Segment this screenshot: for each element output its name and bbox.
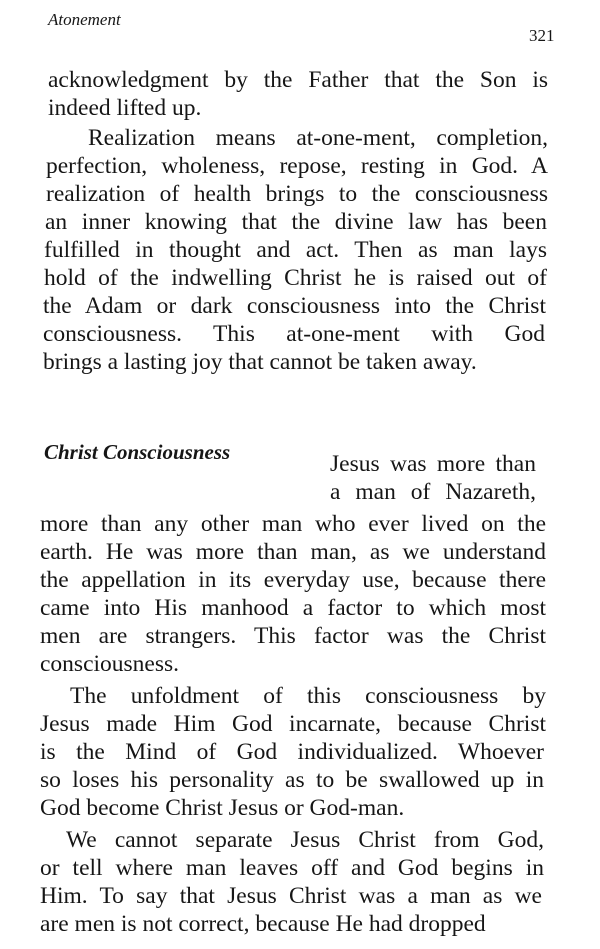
text-line: Realization means at-one-ment, completion, xyxy=(88,125,548,151)
text-line: consciousness. This at-one-ment with God xyxy=(43,321,545,347)
text-line: Jesus was more than xyxy=(330,451,536,477)
running-title: Atonement xyxy=(48,10,121,29)
text-line: the appellation in its everyday use, because there xyxy=(40,567,546,593)
text-line: earth. He was more than man, as we understand xyxy=(40,539,546,565)
text-line: so loses his personality as to be swallowed up in xyxy=(40,767,544,793)
text-line: a man of Nazareth, xyxy=(330,479,536,505)
text-line: God become Christ Jesus or God-man. xyxy=(40,795,405,821)
text-line: or tell where man leaves off and God begins in xyxy=(40,855,544,881)
text-line: indeed lifted up. xyxy=(48,95,202,121)
text-line: consciousness. xyxy=(40,651,180,677)
text-line: hold of the indwelling Christ he is raised out of xyxy=(44,265,547,291)
text-line: are men is not correct, because He had dropped xyxy=(40,911,486,937)
text-line: The unfoldment of this consciousness by xyxy=(70,683,546,709)
text-line: more than any other man who ever lived on the xyxy=(40,511,546,537)
text-line: the Adam or dark consciousness into the Christ xyxy=(43,293,546,319)
text-line: an inner knowing that the divine law has been xyxy=(45,209,547,235)
text-line: came into His manhood a factor to which most xyxy=(40,595,546,621)
text-line: Him. To say that Jesus Christ was a man as we xyxy=(40,883,542,909)
text-line: brings a lasting joy that cannot be taken away. xyxy=(43,349,477,375)
text-line: acknowledgment by the Father that the Son is xyxy=(48,67,548,93)
section-heading: Christ Consciousness xyxy=(44,440,231,464)
text-line: Jesus made Him God incarnate, because Christ xyxy=(40,711,546,737)
text-line: fulfilled in thought and act. Then as man lays xyxy=(44,237,547,263)
text-line: perfection, wholeness, repose, resting in God. A xyxy=(46,153,548,179)
text-line: We cannot separate Jesus Christ from God, xyxy=(66,827,544,853)
text-line: men are strangers. This factor was the Christ xyxy=(40,623,546,649)
page-number: 321 xyxy=(529,26,555,45)
text-line: is the Mind of God individualized. Whoever xyxy=(40,739,544,765)
text-line: realization of health brings to the consciousness xyxy=(46,181,548,207)
